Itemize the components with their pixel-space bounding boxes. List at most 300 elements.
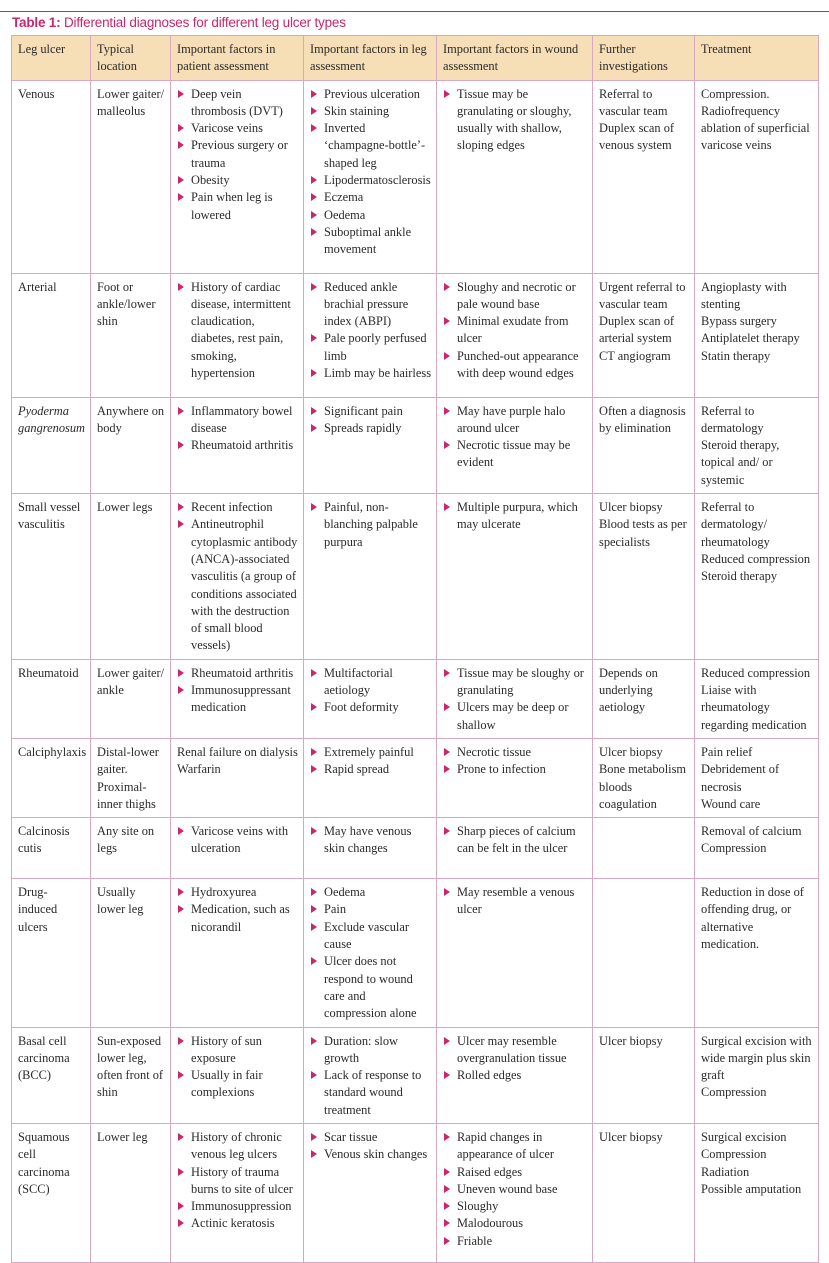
list-item [177, 516, 298, 654]
list-item [177, 682, 298, 717]
list-item [310, 86, 431, 103]
list-item-text: Recent infection [191, 500, 273, 515]
bullet-arrow-icon [311, 193, 317, 201]
list-item-text: Oedema [324, 885, 366, 900]
wound-factor-list [443, 823, 587, 858]
investigation-line: Urgent referral to vascular team [599, 279, 686, 311]
list-item [443, 279, 587, 314]
list-item-text: Significant pain [324, 403, 403, 418]
header-leg-assessment: Important factors in leg assessment [304, 36, 437, 81]
bullet-arrow-icon [444, 1168, 450, 1176]
bullet-arrow-icon [311, 124, 317, 132]
list-item [443, 313, 587, 348]
bullet-arrow-icon [311, 888, 317, 896]
cell-typical-location [91, 273, 171, 397]
location-text: Lower leg [97, 1129, 148, 1144]
wound-factor-list [443, 884, 587, 919]
bullet-arrow-icon [444, 748, 450, 756]
list-item-text: Rolled edges [457, 1068, 522, 1083]
list-item-text: May have purple halo around ulcer [457, 403, 566, 435]
bullet-arrow-icon [311, 957, 317, 965]
list-item-text: Raised edges [457, 1164, 523, 1179]
cell-typical-location [91, 1123, 171, 1262]
patient-factor-list [177, 86, 298, 224]
list-item-text: Multiple purpura, which may ulcerate [457, 500, 578, 532]
cell-wound-assessment [437, 1123, 593, 1262]
table-title-label: Table 1: [12, 15, 61, 30]
cell-patient-assessment [171, 80, 304, 273]
cell-wound-assessment [437, 273, 593, 397]
treatment-line: Surgical excision [701, 1129, 787, 1144]
list-item [443, 744, 587, 761]
treatment-line: Pain relief [701, 744, 753, 759]
cell-leg-ulcer [12, 1123, 91, 1262]
header-treatment: Treatment [695, 36, 819, 81]
table-row [12, 80, 819, 273]
bullet-arrow-icon [444, 1133, 450, 1141]
cell-wound-assessment [437, 738, 593, 817]
list-item [310, 1033, 431, 1068]
investigation-line: Duplex scan of venous system [599, 121, 675, 153]
cell-leg-ulcer [12, 659, 91, 738]
list-item [310, 172, 431, 189]
bullet-arrow-icon [444, 1219, 450, 1227]
ulcer-name: Drug-induced ulcers [18, 885, 58, 934]
bullet-arrow-icon [444, 1071, 450, 1079]
list-item [443, 86, 587, 155]
list-item-text: History of trauma burns to site of ulcer [191, 1164, 293, 1196]
list-item [310, 1129, 431, 1146]
cell-leg-ulcer [12, 738, 91, 817]
cell-leg-ulcer [12, 494, 91, 660]
list-item [177, 1215, 298, 1232]
list-item [177, 1198, 298, 1215]
cell-patient-assessment [171, 397, 304, 493]
bullet-arrow-icon [444, 1037, 450, 1045]
list-item-text: Foot deformity [324, 700, 399, 715]
list-item [310, 901, 431, 918]
bullet-arrow-icon [311, 211, 317, 219]
leg-factor-list [310, 744, 431, 779]
patient-factor-list [177, 499, 298, 655]
treatment-line: Debridement of necrosis [701, 762, 780, 794]
list-item [443, 1067, 587, 1084]
bullet-arrow-icon [178, 686, 184, 694]
table-row [12, 879, 819, 1027]
cell-further-investigations [593, 80, 695, 273]
treatment-line: Reduced compression [701, 665, 811, 680]
list-item [177, 1033, 298, 1068]
treatment-line: Removal of calcium [701, 824, 802, 839]
list-item [310, 189, 431, 206]
cell-patient-assessment [171, 879, 304, 1027]
ulcer-name: Pyoderma gangrenosum [18, 403, 85, 435]
leg-factor-list [310, 665, 431, 717]
bullet-arrow-icon [178, 1037, 184, 1045]
list-item [443, 823, 587, 858]
wound-factor-list [443, 279, 587, 383]
cell-leg-assessment [304, 397, 437, 493]
list-item-text: May resemble a venous ulcer [457, 885, 575, 917]
list-item-text: Usually in fair complexions [191, 1068, 263, 1100]
list-item-text: Painful, non-blanching palpable purpura [324, 500, 418, 549]
treatment-line: Liaise with rheumatology regarding medication [701, 683, 807, 732]
list-item-text: Duration: slow growth [324, 1033, 398, 1065]
bullet-arrow-icon [178, 1219, 184, 1227]
cell-wound-assessment [437, 494, 593, 660]
location-text: Lower gaiter/ malleolus [97, 86, 165, 118]
ulcer-name: Rheumatoid [18, 665, 79, 680]
bullet-arrow-icon [178, 283, 184, 291]
treatment-line: Radiation [701, 1164, 750, 1179]
list-item [443, 699, 587, 734]
list-item [310, 420, 431, 437]
table-row [12, 1123, 819, 1262]
cell-treatment [695, 738, 819, 817]
bullet-arrow-icon [444, 407, 450, 415]
location-text: Any site on legs [97, 824, 155, 856]
bullet-arrow-icon [178, 669, 184, 677]
list-item [310, 884, 431, 901]
patient-factor-list [177, 823, 298, 858]
list-item [177, 1067, 298, 1102]
table-row [12, 397, 819, 493]
bullet-arrow-icon [444, 1237, 450, 1245]
bullet-arrow-icon [178, 827, 184, 835]
list-item [177, 137, 298, 172]
patient-factor-list [177, 884, 298, 936]
wound-factor-list [443, 744, 587, 779]
list-item-text: History of sun exposure [191, 1033, 262, 1065]
bullet-arrow-icon [311, 424, 317, 432]
cell-leg-assessment [304, 1027, 437, 1123]
cell-further-investigations [593, 1123, 695, 1262]
list-item [177, 279, 298, 383]
treatment-line: Compression [701, 841, 767, 856]
cell-typical-location [91, 818, 171, 879]
location-text: Sun-exposed lower leg, often front of shin [97, 1033, 164, 1100]
cell-treatment [695, 1123, 819, 1262]
investigation-line: Blood tests as per specialists [599, 517, 687, 549]
list-item [310, 103, 431, 120]
cell-leg-assessment [304, 273, 437, 397]
list-item [177, 665, 298, 682]
bullet-arrow-icon [311, 905, 317, 913]
patient-factor-list [177, 1129, 298, 1233]
list-item [310, 919, 431, 954]
list-item [310, 953, 431, 1022]
leg-factor-list [310, 279, 431, 383]
treatment-line: Antiplatelet therapy [701, 331, 800, 346]
list-item [177, 1129, 298, 1164]
list-item-text: Limb may be hairless [324, 366, 432, 381]
bullet-arrow-icon [311, 369, 317, 377]
list-item-text: Varicose veins with ulceration [191, 824, 289, 856]
cell-typical-location [91, 879, 171, 1027]
cell-patient-assessment [171, 659, 304, 738]
list-item-text: Multifactorial aetiology [324, 665, 393, 698]
bullet-arrow-icon [311, 1037, 317, 1045]
cell-treatment [695, 659, 819, 738]
list-item-text: Friable [457, 1233, 493, 1248]
cell-typical-location [91, 80, 171, 273]
cell-leg-assessment [304, 659, 437, 738]
list-item [443, 348, 587, 383]
cell-wound-assessment [437, 879, 593, 1027]
cell-leg-assessment [304, 80, 437, 273]
list-item-text: Uneven wound base [457, 1181, 558, 1196]
list-item [177, 901, 298, 936]
list-item-text: Extremely painful [324, 744, 414, 759]
cell-treatment [695, 494, 819, 660]
bullet-arrow-icon [311, 827, 317, 835]
list-item [310, 120, 431, 172]
bullet-arrow-icon [178, 1168, 184, 1176]
list-item-text: Inflammatory bowel disease [191, 403, 293, 435]
list-item [177, 1164, 298, 1199]
cell-typical-location [91, 738, 171, 817]
header-patient-assessment: Important factors in patient assessment [171, 36, 304, 81]
list-item-text: Scar tissue [324, 1129, 378, 1144]
list-item [310, 403, 431, 420]
ulcer-name: Squamous cell carcinoma (SCC) [18, 1129, 70, 1196]
table-row [12, 818, 819, 879]
investigation-line: Ulcer biopsy [599, 744, 663, 759]
cell-further-investigations [593, 494, 695, 660]
list-item [443, 665, 587, 700]
location-text: Lower gaiter/ ankle [97, 665, 165, 698]
list-item-text: Obesity [191, 173, 230, 188]
cell-treatment [695, 879, 819, 1027]
bullet-arrow-icon [444, 352, 450, 360]
list-item-text: Pain [324, 902, 347, 917]
list-item [310, 665, 431, 700]
list-item-text: Antineutrophil cytoplasmic antibody (ANCA)-associated vasculitis (a group of conditions associated with the destruction of small blood vessels) [191, 517, 298, 653]
table-row [12, 738, 819, 817]
location-text: Anywhere on body [97, 403, 165, 435]
differential-diagnosis-table [11, 35, 819, 1263]
table-body [12, 80, 819, 1262]
treatment-line: Surgical excision with wide margin plus skin graft [701, 1033, 812, 1083]
cell-further-investigations [593, 818, 695, 879]
list-item-text: Sloughy [457, 1199, 499, 1214]
cell-leg-assessment [304, 818, 437, 879]
cell-patient-assessment [171, 1027, 304, 1123]
list-item-text: Pain when leg is lowered [191, 190, 273, 222]
ulcer-name: Small vessel vasculitis [18, 500, 81, 532]
list-item-text: Reduced ankle brachial pressure index (ABPI) [324, 279, 409, 329]
bullet-arrow-icon [178, 905, 184, 913]
list-item [443, 1129, 587, 1164]
ulcer-name: Venous [18, 86, 55, 101]
list-item [310, 699, 431, 716]
list-item [177, 403, 298, 438]
treatment-line: Statin therapy [701, 348, 771, 363]
list-item-text: Oedema [324, 207, 366, 222]
list-item-text: Lack of response to standard wound treatment [324, 1068, 422, 1117]
cell-further-investigations [593, 659, 695, 738]
treatment-line: Reduction in dose of offending drug, or alternative medication. [701, 885, 804, 952]
list-item-text: Tissue may be sloughy or granulating [457, 665, 584, 698]
list-item-text: Medication, such as nicorandil [191, 902, 290, 934]
investigation-line: Duplex scan of arterial system [599, 314, 675, 346]
leg-factor-list [310, 403, 431, 438]
bullet-arrow-icon [444, 90, 450, 98]
bullet-arrow-icon [311, 1150, 317, 1158]
bullet-arrow-icon [311, 107, 317, 115]
cell-leg-ulcer [12, 818, 91, 879]
list-item-text: Exclude vascular cause [324, 919, 409, 952]
bullet-arrow-icon [444, 503, 450, 511]
investigation-line: CT angiogram [599, 348, 671, 363]
treatment-line: Angioplasty with stenting [701, 279, 787, 311]
cell-leg-ulcer [12, 273, 91, 397]
cell-wound-assessment [437, 397, 593, 493]
bullet-arrow-icon [178, 441, 184, 449]
cell-leg-ulcer [12, 1027, 91, 1123]
bullet-arrow-icon [178, 1071, 184, 1079]
cell-typical-location [91, 494, 171, 660]
cell-wound-assessment [437, 1027, 593, 1123]
bullet-arrow-icon [311, 176, 317, 184]
list-item [177, 120, 298, 137]
list-item [177, 172, 298, 189]
header-wound-assessment: Important factors in wound assessment [437, 36, 593, 81]
list-item [443, 761, 587, 778]
patient-factor-list [177, 665, 298, 717]
list-item [443, 437, 587, 472]
table-row [12, 494, 819, 660]
bullet-arrow-icon [178, 503, 184, 511]
ulcer-name: Calciphylaxis [18, 744, 87, 759]
list-item-text: History of chronic venous leg ulcers [191, 1129, 282, 1162]
list-item-text: Deep vein thrombosis (DVT) [191, 86, 283, 118]
list-item [177, 884, 298, 901]
bullet-arrow-icon [311, 703, 317, 711]
list-item-text: Previous ulceration [324, 86, 421, 101]
list-item [177, 189, 298, 224]
header-further-investigations: Further investigations [593, 36, 695, 81]
list-item [310, 499, 431, 551]
cell-patient-assessment [171, 1123, 304, 1262]
header-leg-ulcer: Leg ulcer [12, 36, 91, 81]
bullet-arrow-icon [178, 1133, 184, 1141]
table-title-text: Differential diagnoses for different leg ulcer types [60, 15, 346, 30]
cell-wound-assessment [437, 80, 593, 273]
cell-leg-ulcer [12, 879, 91, 1027]
bullet-arrow-icon [311, 1133, 317, 1141]
bullet-arrow-icon [311, 90, 317, 98]
list-item [310, 1146, 431, 1163]
patient-factor-list [177, 279, 298, 383]
leg-factor-list [310, 1033, 431, 1119]
title-rule [0, 11, 829, 12]
table-row [12, 659, 819, 738]
header-row [12, 36, 819, 81]
bullet-arrow-icon [178, 1202, 184, 1210]
list-item-text: Rheumatoid arthritis [191, 438, 294, 453]
list-item-text: Tissue may be granulating or sloughy, usually with shallow, sloping edges [457, 86, 572, 153]
investigation-line: Ulcer biopsy [599, 1033, 663, 1048]
list-item-text: Sloughy and necrotic or pale wound base [457, 279, 576, 311]
bullet-arrow-icon [444, 283, 450, 291]
list-item-text: Inverted ‘champagne-bottle’-shaped leg [324, 121, 426, 170]
list-item-text: Lipodermatosclerosis [324, 173, 431, 188]
list-item-text: Eczema [324, 190, 364, 205]
patient-factor-list [177, 403, 298, 455]
list-item-text: Ulcer may resemble overgranulation tissue [457, 1033, 567, 1065]
wound-factor-list [443, 1033, 587, 1085]
list-item [310, 761, 431, 778]
bullet-arrow-icon [311, 923, 317, 931]
list-item-text: Necrotic tissue [457, 744, 531, 759]
bullet-arrow-icon [311, 503, 317, 511]
table-row [12, 1027, 819, 1123]
ulcer-name: Basal cell carcinoma (BCC) [18, 1033, 70, 1083]
cell-further-investigations [593, 879, 695, 1027]
list-item [443, 1215, 587, 1232]
header-typical-location: Typical location [91, 36, 171, 81]
bullet-arrow-icon [444, 765, 450, 773]
location-text: Distal-lower gaiter. Proximal-inner thighs [97, 744, 159, 811]
list-item-text: Varicose veins [191, 121, 263, 136]
list-item-text: Immunosuppressant medication [191, 683, 291, 715]
list-item-text: History of cardiac disease, intermittent claudication, diabetes, rest pain, smoking, hypertension [191, 279, 291, 381]
list-item [310, 224, 431, 259]
list-item-text: May have venous skin changes [324, 824, 412, 856]
bullet-arrow-icon [311, 748, 317, 756]
list-item [443, 403, 587, 438]
bullet-arrow-icon [444, 1185, 450, 1193]
bullet-arrow-icon [311, 283, 317, 291]
list-item-text: Prone to infection [457, 762, 546, 777]
list-item [443, 1233, 587, 1250]
list-item-text: Pale poorly perfused limb [324, 331, 427, 363]
treatment-line: Reduced compression [701, 551, 811, 566]
treatment-line: Compression. [701, 86, 770, 101]
cell-typical-location [91, 659, 171, 738]
investigation-line: Often a diagnosis by elimination [599, 403, 686, 435]
treatment-line: Radiofrequency ablation of superficial varicose veins [701, 103, 810, 153]
plain-line: Warfarin [177, 762, 221, 777]
cell-patient-assessment [171, 273, 304, 397]
list-item-text: Minimal exudate from ulcer [457, 314, 569, 346]
investigation-line: Bone metabolism bloods coagulation [599, 762, 687, 811]
bullet-arrow-icon [311, 407, 317, 415]
cell-further-investigations [593, 397, 695, 493]
cell-patient-assessment [171, 494, 304, 660]
bullet-arrow-icon [444, 703, 450, 711]
list-item-text: Hydroxyurea [191, 885, 257, 900]
list-item-text: Rheumatoid arthritis [191, 665, 294, 680]
bullet-arrow-icon [178, 407, 184, 415]
list-item-text: Malodourous [457, 1216, 524, 1231]
list-item-text: Ulcers may be deep or shallow [457, 700, 569, 732]
bullet-arrow-icon [311, 228, 317, 236]
wound-factor-list [443, 1129, 587, 1250]
investigation-line: Ulcer biopsy [599, 1129, 663, 1144]
treatment-line: Compression [701, 1147, 767, 1162]
diagnosis-table-container [11, 35, 818, 1248]
bullet-arrow-icon [311, 334, 317, 342]
list-item [310, 823, 431, 858]
list-item-text: Necrotic tissue may be evident [457, 438, 571, 470]
cell-treatment [695, 818, 819, 879]
ulcer-name: Calcinosis cutis [18, 824, 70, 856]
list-item [177, 499, 298, 516]
investigation-line: Referral to vascular team [599, 86, 668, 118]
list-item-text: Ulcer does not respond to wound care and compression alone [324, 954, 417, 1021]
